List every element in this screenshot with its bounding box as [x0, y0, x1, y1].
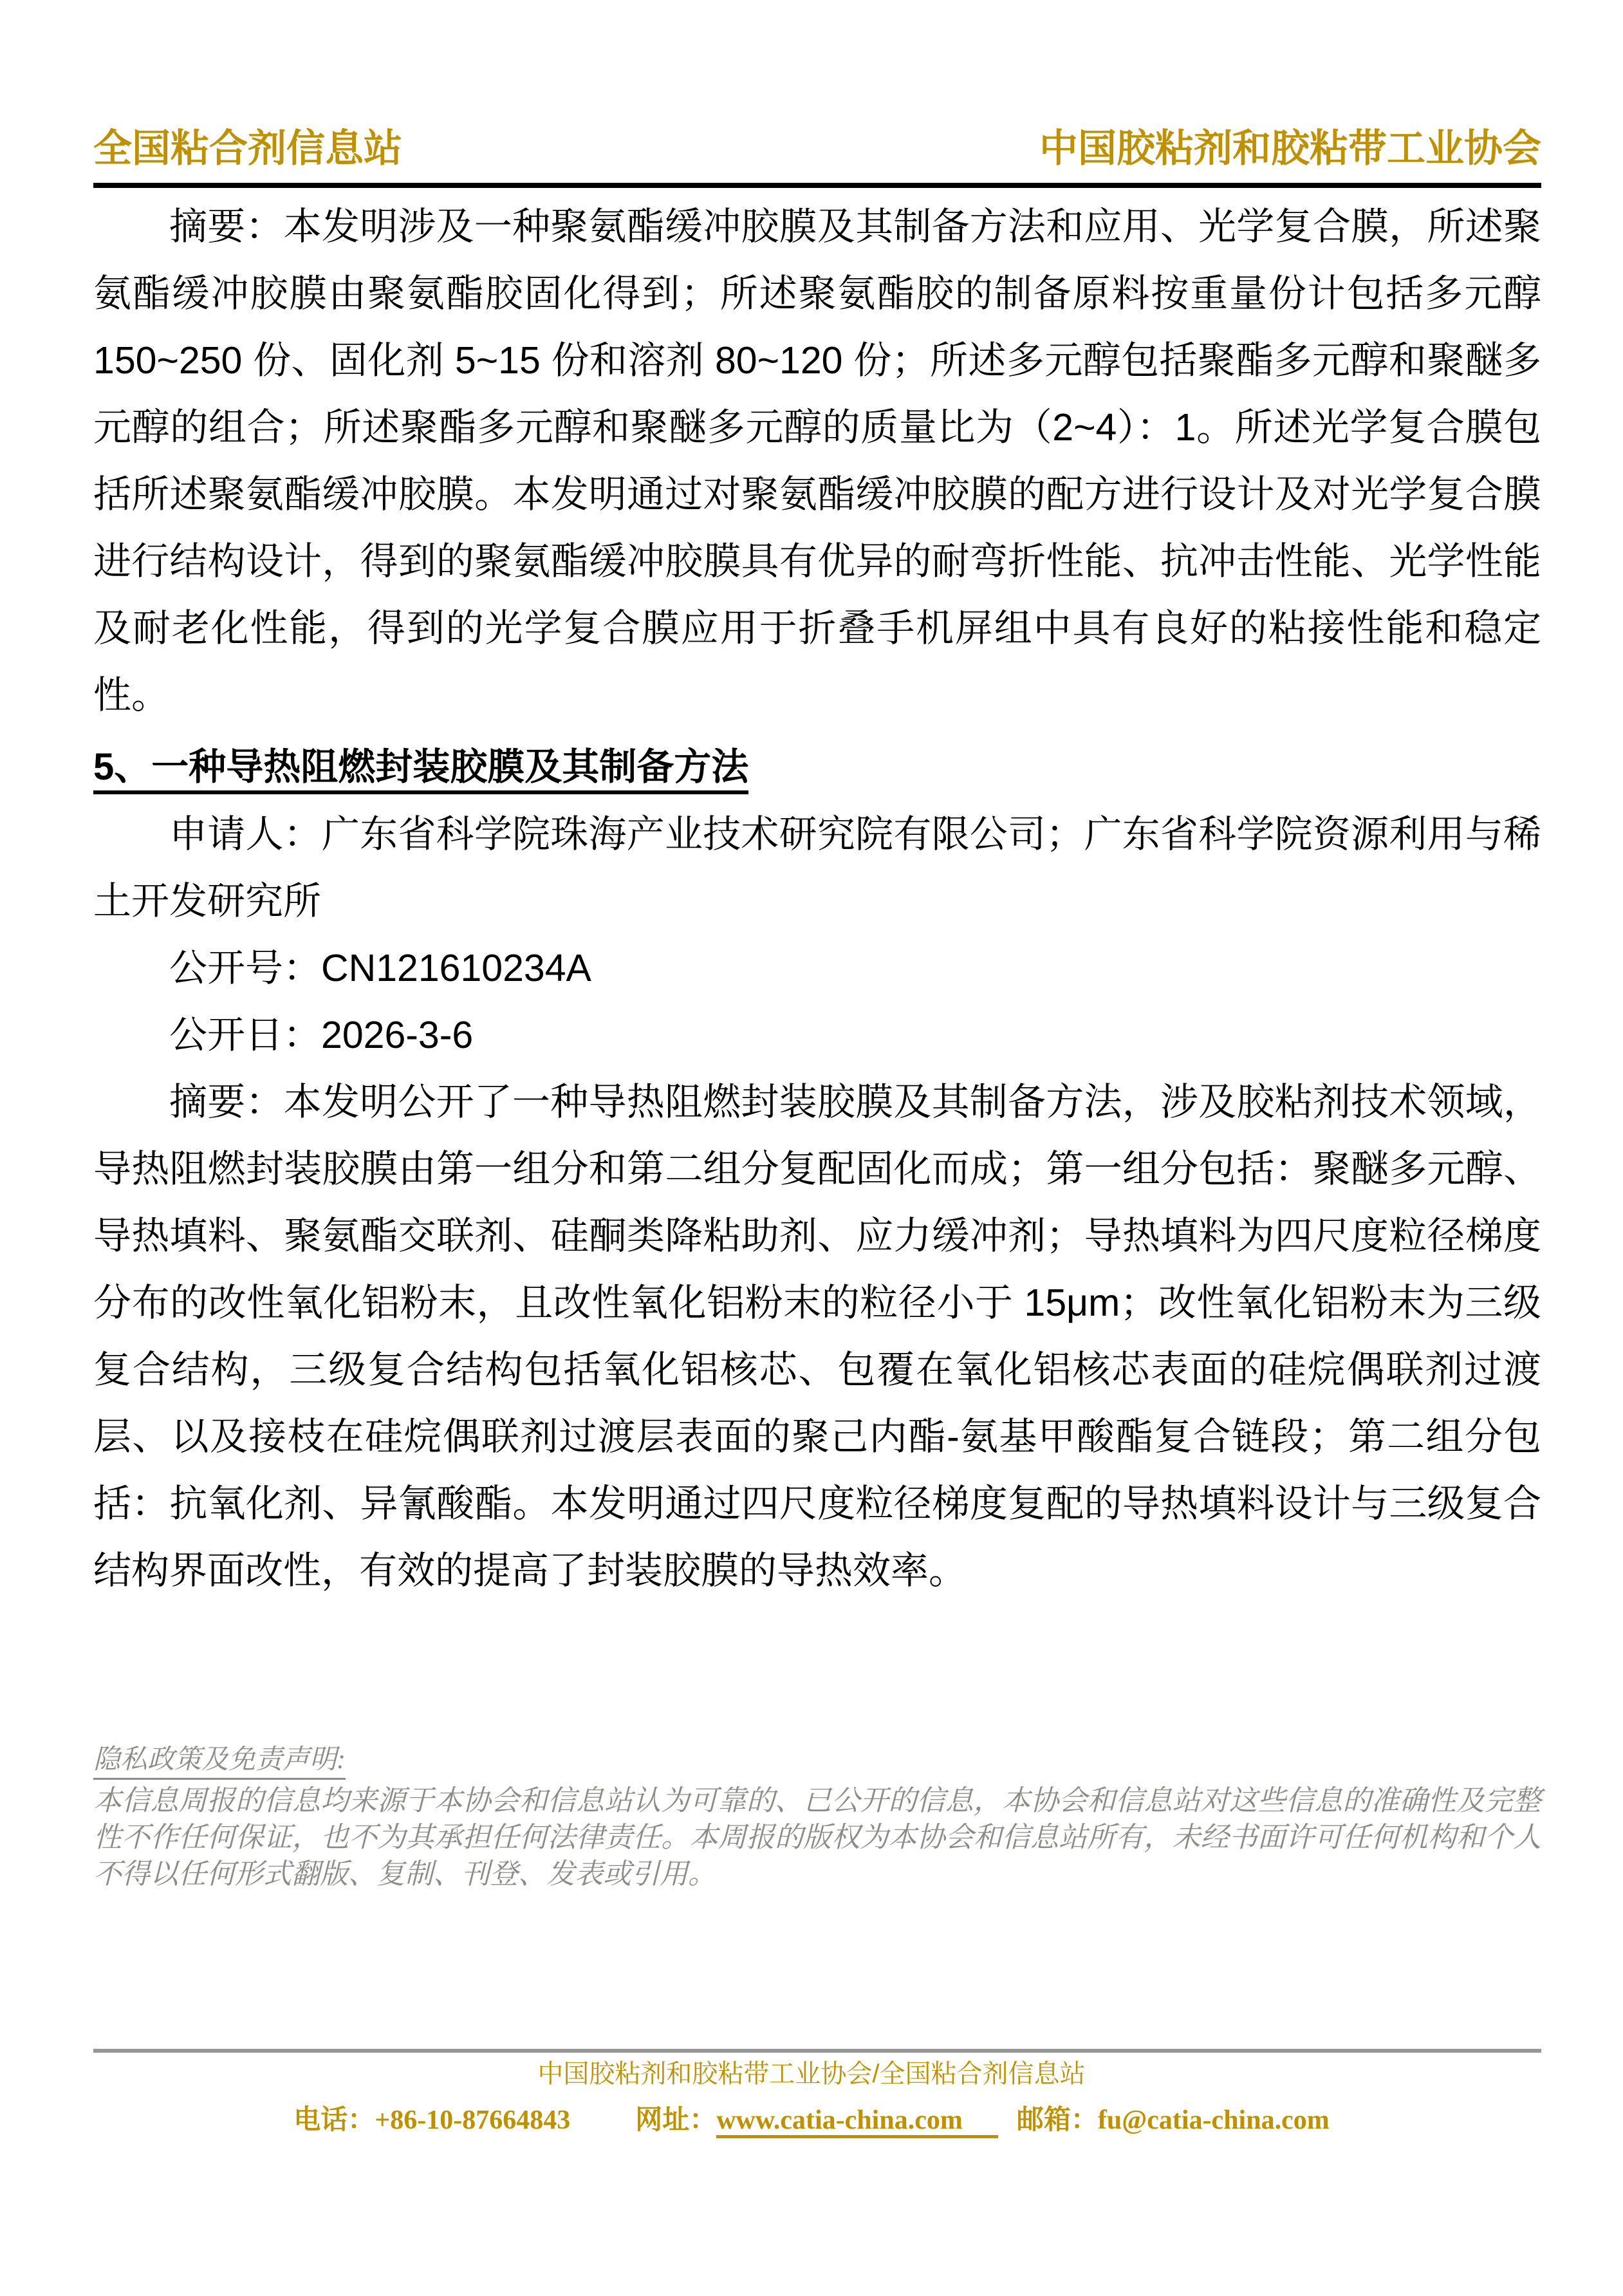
website-label: 网址：: [635, 2105, 717, 2135]
item5-publication-date: 公开日：2026-3-6: [169, 1014, 474, 1056]
phone-label: 电话：: [293, 2105, 375, 2135]
disclaimer-title: 隐私政策及免责声明:: [93, 1742, 346, 1780]
header-divider: [93, 183, 1541, 188]
item5-publication-number: 公开号：CN121610234A: [169, 947, 591, 989]
website-link[interactable]: www.catia-china.com: [716, 2105, 998, 2138]
disclaimer-body: 本信息周报的信息均来源于本协会和信息站认为可靠的、已公开的信息，本协会和信息站对这些信息的准确性及完整性不作任何保证，也不为其承担任何法律责任。本周报的版权为本协会和信息站所有，未经书面许可任何机构和个人不得以任何形式翻版、复制、刊登、发表或引用。: [93, 1785, 1541, 1890]
item5-heading: [93, 734, 1541, 801]
footer-org-line: 中国胶粘剂和胶粘带工业协会/全国粘合剂信息站: [537, 2060, 1086, 2088]
disclaimer-section: [93, 1742, 1541, 1892]
previous-item-abstract: 摘要：本发明涉及一种聚氨酯缓冲胶膜及其制备方法和应用、光学复合膜，所述聚氨酯缓冲胶膜由聚氨酯胶固化得到；所述聚氨酯胶的制备原料按重量份计包括多元醇 150~250 份、固化剂 5~15 份和溶剂 80~120 份；所述多元醇包括聚酯多元醇和聚醚多元醇的组合；所述聚酯多元醇和聚醚多元醇的质量比为（2~4）：1。所述光学复合膜包括所述聚氨酯缓冲胶膜。本发明通过对聚氨酯缓冲胶膜的配方进行设计及对光学复合膜进行结构设计，得到的聚氨酯缓冲胶膜具有优异的耐弯折性能、抗冲击性能、光学性能及耐老化性能，得到的光学复合膜应用于折叠手机屏组中具有良好的粘接性能和稳定性。: [93, 205, 1541, 716]
main-content: [93, 193, 1541, 1604]
item5-heading-text: 5、一种导热阻燃封装胶膜及其制备方法: [93, 746, 748, 794]
header-right-org: 中国胶粘剂和胶粘带工业协会: [1039, 127, 1541, 170]
email-address: fu@catia-china.com: [1097, 2105, 1330, 2135]
email-label: 邮箱：: [1016, 2105, 1098, 2135]
footer-divider: [93, 2049, 1541, 2053]
phone-number: +86-10-87664843: [375, 2105, 571, 2135]
item5-abstract: 摘要：本发明公开了一种导热阻燃封装胶膜及其制备方法，涉及胶粘剂技术领域，导热阻燃封装胶膜由第一组分和第二组分复配固化而成；第一组分包括：聚醚多元醇、导热填料、聚氨酯交联剂、硅酮类降粘助剂、应力缓冲剂；导热填料为四尺度粒径梯度分布的改性氧化铝粉末，且改性氧化铝粉末的粒径小于 15μm；改性氧化铝粉末为三级复合结构，三级复合结构包括氧化铝核芯、包覆在氧化铝核芯表面的硅烷偶联剂过渡层、以及接枝在硅烷偶联剂过渡层表面的聚己内酯-氨基甲酸酯复合链段；第二组分包括：抗氧化剂、异氰酸酯。本发明通过四尺度粒径梯度复配的导热填料设计与三级复合结构界面改性，有效的提高了封装胶膜的导热效率。: [93, 1081, 1541, 1592]
header-left-org: 全国粘合剂信息站: [93, 127, 402, 170]
item5-applicant-line: 申请人：广东省科学院珠海产业技术研究院有限公司；广东省科学院资源利用与稀土开发研究所: [93, 813, 1541, 922]
page-header: [93, 118, 1541, 173]
footer-contacts: [0, 2102, 1623, 2138]
